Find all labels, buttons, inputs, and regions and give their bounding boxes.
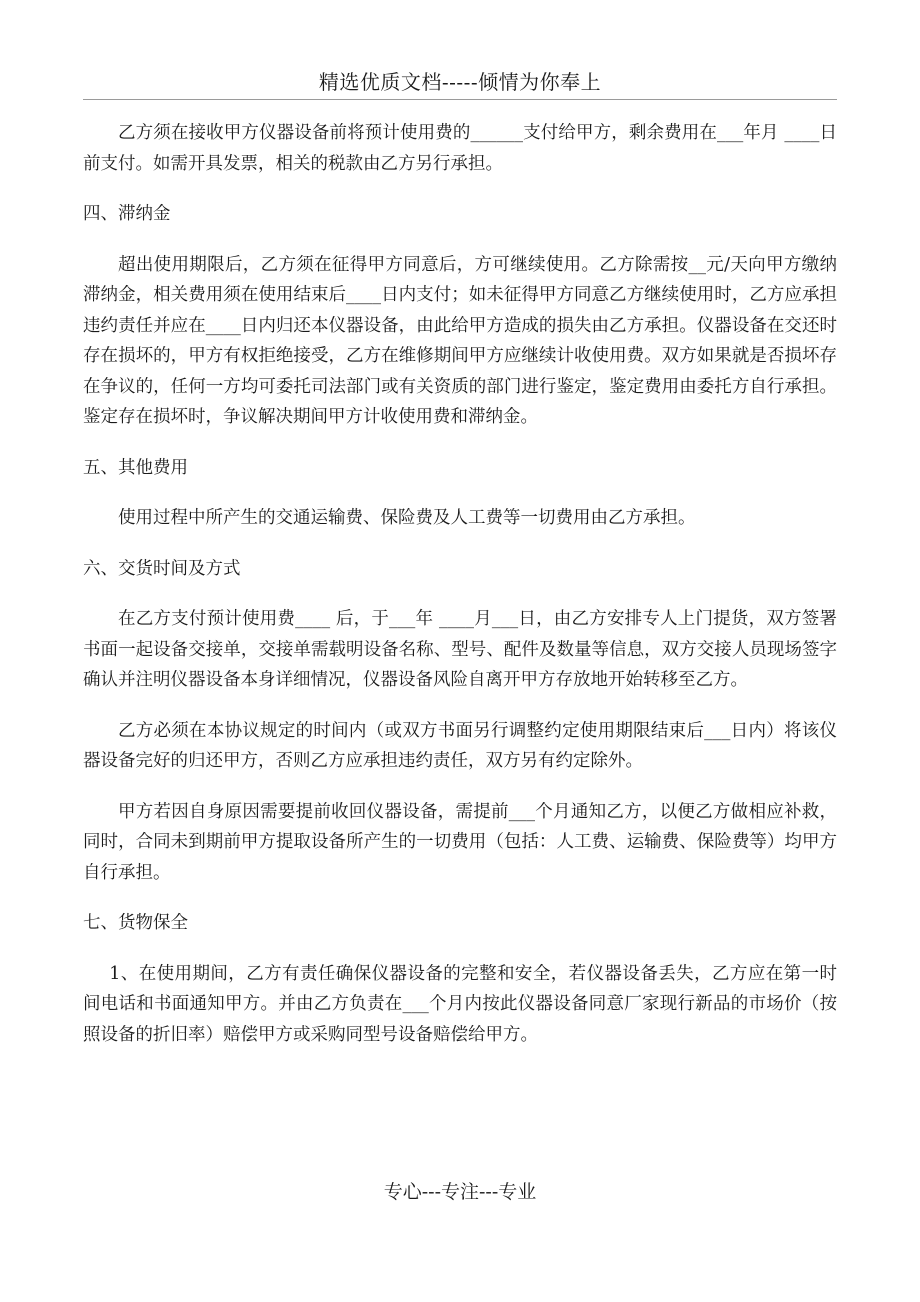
payment-paragraph: 乙方须在接收甲方仪器设备前将预计使用费的______支付给甲方，剩余费用在___年月 ____日前支付。如需开具发票，相关的税款由乙方另行承担。 [83,123,837,174]
early-recall-paragraph: 甲方若因自身原因需要提前收回仪器设备，需提前___个月通知乙方，以便乙方做相应补救，同时，合同未到期前甲方提取设备所产生的一切费用（包括：人工费、运输费、保险费等）均甲方自行承担。 [83,801,837,883]
header-divider [83,99,837,100]
other-fees-paragraph: 使用过程中所产生的交通运输费、保险费及人工费等一切费用由乙方承担。 [118,508,696,528]
preservation-item-1: 1、在使用期间，乙方有责任确保仪器设备的完整和安全，若仪器设备丢失，乙方应在第一时间电话和书面通知甲方。并由乙方负责在___个月内按此仪器设备同意厂家现行新品的市场价（按照设备的折旧率）赔偿甲方或采购同型号设备赔偿给甲方。 [83,963,837,1045]
page-header: 精选优质文档-----倾情为你奉上 [318,70,602,94]
section-heading-preservation: 七、货物保全 [83,913,188,933]
late-fee-paragraph: 超出使用期限后，乙方须在征得甲方同意后，方可继续使用。乙方除需按__元/天向甲方缴纳滞纳金，相关费用须在使用结束后____日内支付；如未征得甲方同意乙方继续使用时，乙方应承担违约责任并应在____日内归还本仪器设备，由此给甲方造成的损失由乙方承担。仪器设备在交还时存在损坏的，甲方有权拒绝接受，乙方在维修期间甲方应继续计收使用费。双方如果就是否损坏存在争议的，任何一方均可委托司法部门或有关资质的部门进行鉴定，鉴定费用由委托方自行承担。鉴定存在损坏时，争议解决期间甲方计收使用费和滞纳金。 [83,254,837,427]
delivery-paragraph: 在乙方支付预计使用费____ 后，于___年 ____月___日，由乙方安排专人上门提货，双方签署书面一起设备交接单，交接单需载明设备名称、型号、配件及数量等信息，双方交接人员现场签字确认并注明仪器设备本身详细情况，仪器设备风险自离开甲方存放地开始转移至乙方。 [83,609,837,690]
section-heading-late-fee: 四、滞纳金 [83,204,171,224]
section-heading-other-fees: 五、其他费用 [83,457,188,478]
page-footer: 专心---专注---专业 [383,1181,537,1203]
document-body [83,118,837,1070]
return-paragraph: 乙方必须在本协议规定的时间内（或双方书面另行调整约定使用期限结束后___日内）将该仪器设备完好的归还甲方，否则乙方应承担违约责任，双方另有约定除外。 [83,720,837,771]
section-heading-delivery: 六、交货时间及方式 [83,558,241,579]
